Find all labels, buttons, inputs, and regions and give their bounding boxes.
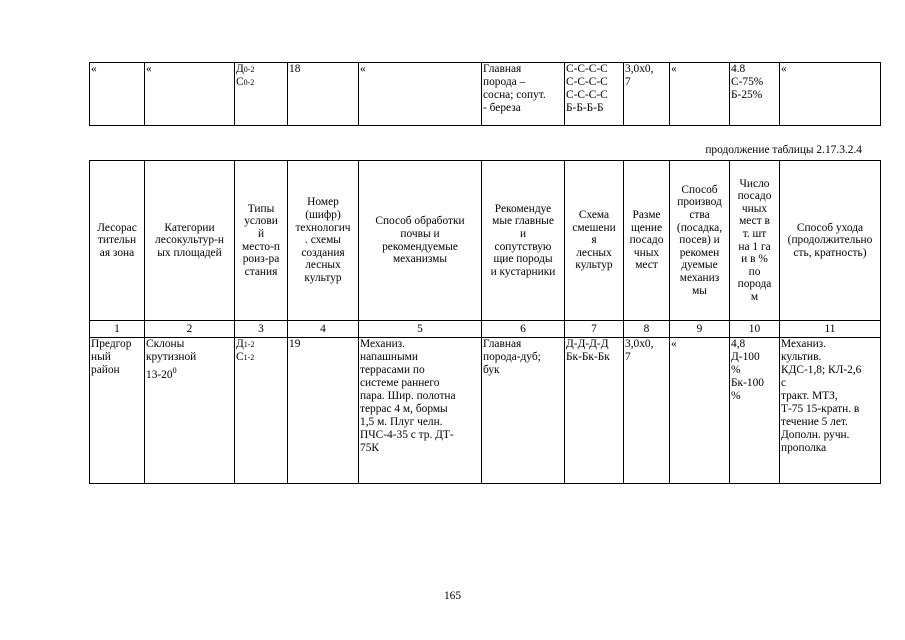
page-number: 165 (443, 590, 462, 602)
cell-production-method: « (670, 63, 730, 126)
cell-species: Главная порода-дуб; бук (482, 338, 565, 484)
cell-placement: 3,0х0, 7 (624, 338, 670, 484)
cell-soil-treatment: « (359, 63, 482, 126)
header-zone: Лесорас тительн ая зона (90, 161, 145, 321)
header-site-type: Типы услови й место-п роиз-ра стания (235, 161, 288, 321)
table-caption: продолжение таблицы 2.17.3.2.4 (705, 144, 862, 156)
cell-care-method: Механиз. культив. КДС-1,8; КЛ-2,6 с тракт. МТЗ, Т-75 15-кратн. в течение 5 лет. Дополн. ручн. прополка (780, 338, 881, 484)
header-care-method: Способ ухода (продолжительно сть, кратность) (780, 161, 881, 321)
header-species: Рекомендуе мые главные и сопутствую щие породы и кустарники (482, 161, 565, 321)
cell-soil-treatment: Механиз. напашными террасами по системе раннего пара. Шир. полотна террас 4 м, бормы 1,5 м. Плуг челн. ПЧС-4-35 с тр. ДТ- 75К (359, 338, 482, 484)
cell-species: Главная порода – сосна; сопут. - береза (482, 63, 565, 126)
column-number: 6 (482, 321, 565, 338)
continuation-fragment-table (89, 62, 881, 126)
header-placement: Разме щение посадо чных мест (624, 161, 670, 321)
cell-placement: 3,0х0, 7 (624, 63, 670, 126)
forest-culture-table (89, 160, 881, 484)
header-planting-count: Число посадо чных мест в т. шт на 1 га и в % по порода м (730, 161, 780, 321)
cell-mixing-scheme: С-С-С-С С-С-С-С С-С-С-С Б-Б-Б-Б (565, 63, 624, 126)
cell-care-method: « (780, 63, 881, 126)
cell-planting-count: 4,8 Д-100 % Бк-100 % (730, 338, 780, 484)
header-row (90, 161, 881, 321)
cell-category: « (145, 63, 235, 126)
cell-zone: Предгор ный район (90, 338, 145, 484)
column-number: 4 (288, 321, 359, 338)
header-mixing-scheme: Схема смешени я лесных культур (565, 161, 624, 321)
column-number: 1 (90, 321, 145, 338)
cell-planting-count: 4.8 С-75% Б-25% (730, 63, 780, 126)
column-number: 11 (780, 321, 881, 338)
cell-zone: « (90, 63, 145, 126)
table-row (90, 63, 881, 126)
column-number-row (90, 321, 881, 338)
column-number: 8 (624, 321, 670, 338)
cell-category: Склоны крутизной $13-20^0$ (145, 338, 235, 484)
cell-site-type: Д0-2 С0-2 (235, 63, 288, 126)
header-production-method: Способ производ ства (посадка, посев) и рекомен дуемые механиз мы (670, 161, 730, 321)
column-number: 7 (565, 321, 624, 338)
table-row (90, 338, 881, 484)
header-scheme-number: Номер (шифр) технологич . схемы создания лесных культур (288, 161, 359, 321)
header-soil-treatment: Способ обработки почвы и рекомендуемые механизмы (359, 161, 482, 321)
column-number: 10 (730, 321, 780, 338)
header-category: Категории лесокультур-н ых площадей (145, 161, 235, 321)
cell-scheme-number: 18 (288, 63, 359, 126)
column-number: 5 (359, 321, 482, 338)
column-number: 3 (235, 321, 288, 338)
cell-scheme-number: 19 (288, 338, 359, 484)
cell-production-method: « (670, 338, 730, 484)
column-number: 9 (670, 321, 730, 338)
cell-site-type: Д1-2 С1-2 (235, 338, 288, 484)
column-number: 2 (145, 321, 235, 338)
cell-mixing-scheme: Д-Д-Д-Д Бк-Бк-Бк (565, 338, 624, 484)
